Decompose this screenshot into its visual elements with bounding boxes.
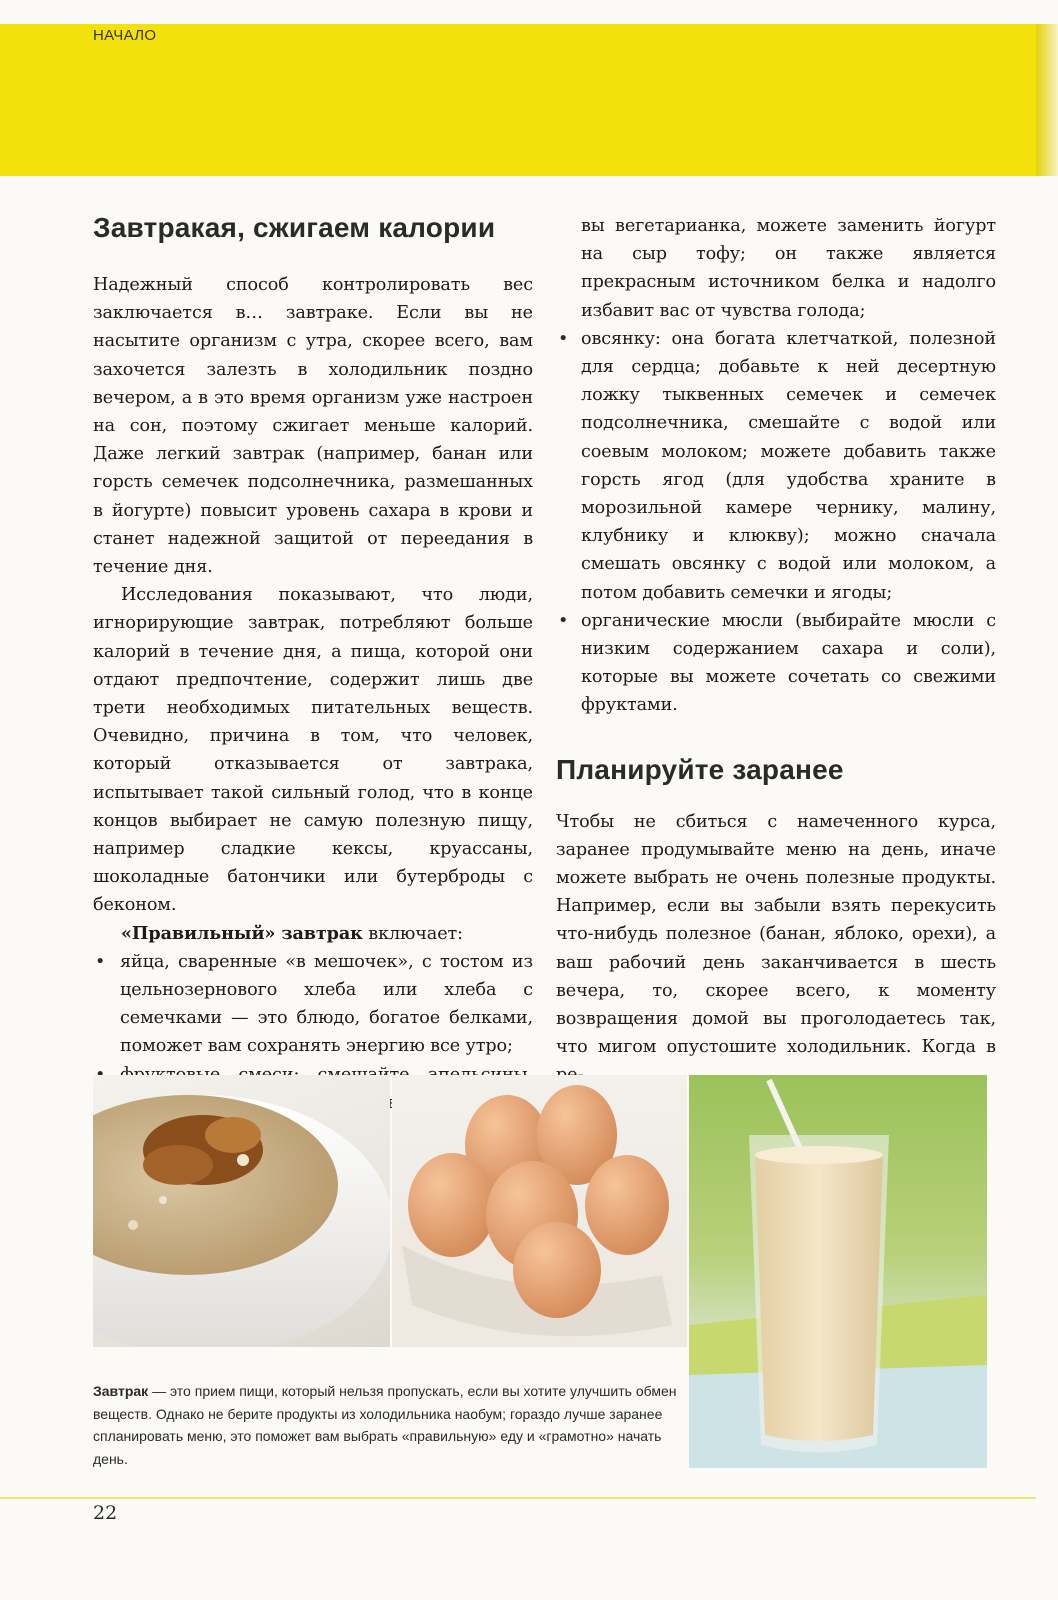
paragraph-plan-ahead: Чтобы не сбиться с намеченного курса, заранее продумывайте меню на день, иначе можете выбрать не очень полезные продукты. Например, если вы забыли взять перекусить что-нибудь полезное (банан, яблоко, орехи), а ваш рабочий день заканчивается в шесть вечера, то, скорее всего, к моменту возвращения домой вы проголодаетесь так, что мигом опустошите холодильник. Когда в [556,811,996,1058]
paragraph-intro: Надежный способ контролировать вес заключается в… завтраке. Если вы не насытите организм с утра, скорее всего, вам захочется залезть в холодильник поздно вечером, а в это время организм уже настроен на сон, поэтому сжигает меньше калорий. Даже легкий завтрак (например, банан или горсть семечек подсолнечника, размешанных в йогурте) повысит уровень сахара в крови и станет надежной защитой от переедания в течение дня. [93,275,533,578]
list-intro-text: включает: [362,923,463,944]
section-label: НАЧАЛО [93,27,157,44]
list-item: • овсянку: она богата клетчаткой, полезной для сердца; добавьте к ней десертную ложку тыквенных семечек и семечек подсолнечника, смешайте с водой или соевым молоком; можете добавить также горсть ягод (для удобства храните в морозильной камере чернику, малину, клубнику и клюкву); можно сначала смешать овсянку с водой или молоком, а потом добавить семечки и ягоды; [556,325,996,607]
paragraph-research: Исследования показывают, что люди, игнорирующие завтрак, потребляют больше калорий в течение дня, а пища, которой они отдают предпочтение, содержит лишь две трети необходимых питательных веществ. Очевидно, причина в том, что человек, который отказывается от завтрака, испытывает такой сильный голод, что в конце концов выбирает не самую полезную пищу, например сладкие кексы, круассаны, шоколадные батончики или бутерброды с беконом. [93,585,533,916]
list-intro-bold: «Правильный» завтрак [121,922,363,944]
list-intro [93,920,533,948]
caption-bold: Завтрак [93,1383,149,1399]
page-number: 22 [93,1502,118,1524]
header-band [0,24,1036,176]
smoothie-photo [689,1075,987,1468]
footer-rule [0,1497,1036,1499]
breakfast-list-right [556,325,996,720]
list-item: • органические мюсли (выбирайте мюсли с низким содержанием сахара и соли), которые вы можете сочетать со свежими фруктами. [556,607,996,720]
right-column [556,212,996,1090]
caption-text: — это прием пищи, который нельзя пропускать, если вы хотите улучшить обмен веществ. Однако не берите продукты из холодильника наобум; гораздо лучше заранее спланировать меню, это поможет вам выбрать «правильную» еду и «грамотно» начать день. [93,1383,677,1467]
photo-caption [93,1380,683,1470]
heading-plan-ahead: Планируйте заранее [556,753,844,785]
heading-breakfast-calories: Завтракая, сжигаем калории [93,212,496,243]
porridge-photo [93,1075,390,1347]
eggs-photo [392,1075,687,1347]
left-column [93,212,533,1145]
list-item: • яйца, сваренные «в мешочек», с тостом из цельнозернового хлеба или хлеба с семечками — это блюдо, богатое белками, поможет вам сохранять энергию все утро; [93,948,533,1061]
header-band-edge [1036,24,1058,176]
list-item-continuation: вы вегетарианка, можете заменить йогурт на сыр тофу; он также является прекрасным источником белка и надолго избавит вас от чувства голода; [581,216,996,321]
